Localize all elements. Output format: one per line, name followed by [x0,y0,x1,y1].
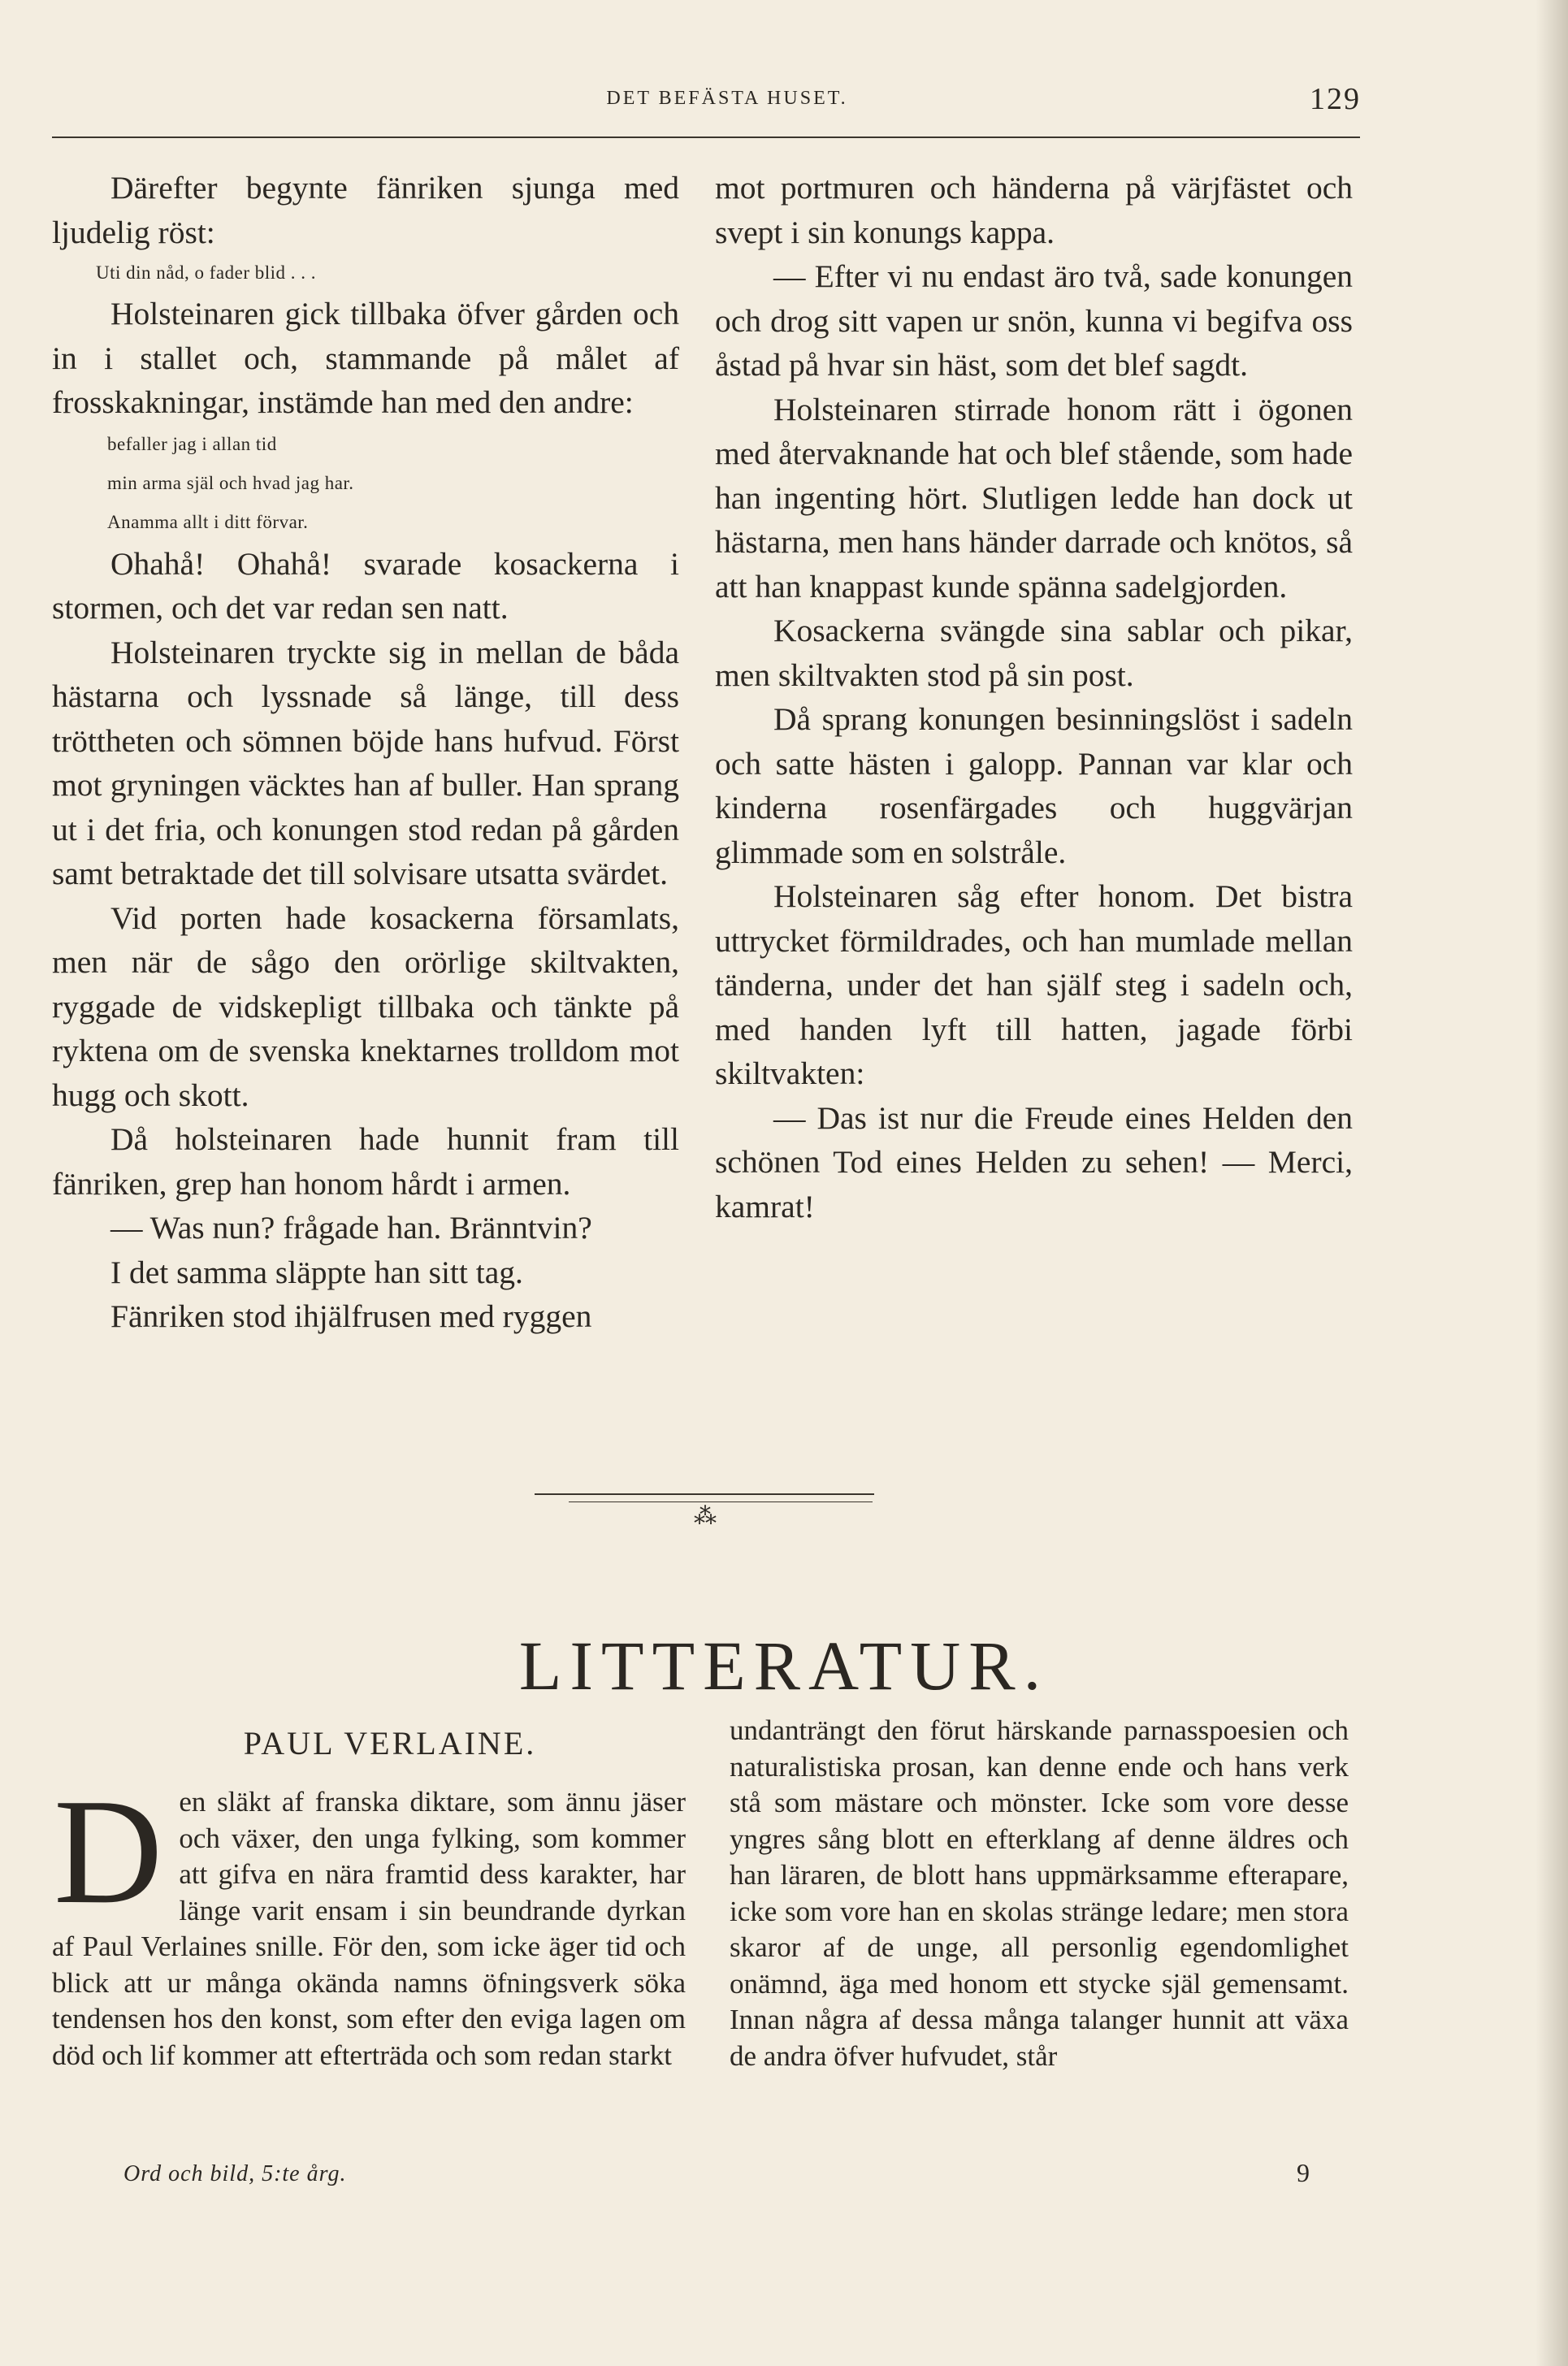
page-edge-shadow [1536,0,1568,2366]
paragraph: Fänriken stod ihjälfrusen med ryggen [110,1298,592,1334]
header-rule [52,136,1360,138]
article-subheading: PAUL VERLAINE. [243,1725,537,1762]
verse-line: Uti din nåd, o fader blid . . . [96,262,317,283]
paragraph: Holsteinaren tryckte sig in mellan de båda hästarna och lyssnade så länge, till dess tröttheten och sömnen böjde hans hufvud. Först mot gryningen väcktes han af buller. Han sprang ut i det fria, och konungen stod redan på gården samt betraktade det till solvisare utsatta svärdet. [52,634,679,891]
paragraph: Kosackerna svängde sina sablar och pikar, men skiltvakten stod på sin post. [715,613,1353,693]
section-divider [535,1493,874,1495]
paragraph: Ohahå! Ohahå! svarade kosackerna i stormen, och det var redan sen natt. [52,545,679,626]
paragraph: Holsteinaren stirrade honom rätt i ögonen med återvaknande hat och blef stående, som hade han ingenting hört. Slutligen ledde han dock ut hästarna, men hans händer darrade och knötos, så att han knappast kunde spänna sadelgjorden. [715,391,1353,604]
running-head: DET BEFÄSTA HUSET. [606,88,848,109]
story-right-column [715,166,1353,1228]
paragraph: Då holsteinaren hade hunnit fram till fänriken, grep han honom hårdt i armen. [52,1121,679,1202]
article-text: en släkt af franska diktare, som ännu jäser och växer, den unga fylking, som kommer att gifva en nära framtid dess karakter, har länge varit ensam i sin beundrande dyrkan af Paul Verlaines snille. För den, som icke äger tid och blick att ur många okända namns öfningsverk söka tendensen hos den konst, som efter den eviga lagen om död och lif kommer att efterträda och som redan starkt [52,1786,686,2071]
footer-publication: Ord och bild, 5:te årg. [123,2161,347,2186]
article-text: undanträngt den förut härskande parnasspoesien och naturalistiska prosan, kan denne ende och hans verk stå som mästare och mönster. Icke som vore desse yngres sång blott en efterklang af denne äldres och han läraren, de blott hans uppmärksamme efterapare, icke som vore han en skolas stränge ledare; men stora skaror af de unge, all personlig egendomlighet onämnd, äga med honom ett stycke själ gemensamt. Innan några af dessa många talanger hunnit att växa de andra öfver hufvudet, står [730,1714,1349,2072]
article-right-column [730,1713,1349,2074]
paragraph: — Was nun? frågade han. Bränntvin? [110,1210,592,1246]
verse-stanza [52,425,679,542]
paragraph: Då sprang konungen besinningslöst i sadeln och satte hästen i galopp. Pannan var klar och kinderna rosenfärgades och huggvärjan glimmade som en solstråle. [715,701,1353,870]
paragraph: — Das ist nur die Freude eines Helden den schönen Tod eines Helden zu sehen! — Merci, kamrat! [715,1099,1353,1224]
verse-line: befaller jag i allan tid [107,433,277,454]
article-left-column [52,1768,686,2074]
paragraph: Därefter begynte fänriken sjunga med ljudelig röst: [52,170,679,250]
section-title: LITTERATUR. [518,1627,1050,1705]
verse-line: min arma själ och hvad jag har. [107,472,354,493]
verse-line: Anamma allt i ditt förvar. [107,511,309,532]
paragraph: Holsteinaren gick tillbaka öfver gården och in i stallet och, stammande på målet af frosskakningar, instämde han med den andre: [52,296,679,420]
paragraph: Vid porten hade kosackerna församlats, men när de sågo den orörlige skiltvakten, ryggade de vidskepligt tillbaka och tänkte på ryktena om de svenska knektarnes trolldom mot hugg och skott. [52,899,679,1113]
footer-signature-mark: 9 [1297,2158,1310,2187]
paragraph: I det samma släppte han sitt tag. [110,1254,523,1290]
paragraph: — Efter vi nu endast äro två, sade konungen och drog sitt vapen ur snön, kunna vi begifva oss åstad på hvar sin häst, som det blef sagdt. [715,258,1353,383]
paragraph: mot portmuren och händerna på värjfästet och svept i sin konungs kappa. [715,170,1353,250]
drop-cap: D [54,1768,163,1935]
fleuron-ornament-icon: ⁂ [694,1504,717,1529]
page-number: 129 [1310,82,1361,116]
paragraph: Holsteinaren såg efter honom. Det bistra uttrycket förmildrades, och han mumlade mellan tänderna, under det han själf steg i sadeln och, med handen lyft till hatten, jagade förbi skiltvakten: [715,878,1353,1091]
story-left-column [52,166,679,1339]
